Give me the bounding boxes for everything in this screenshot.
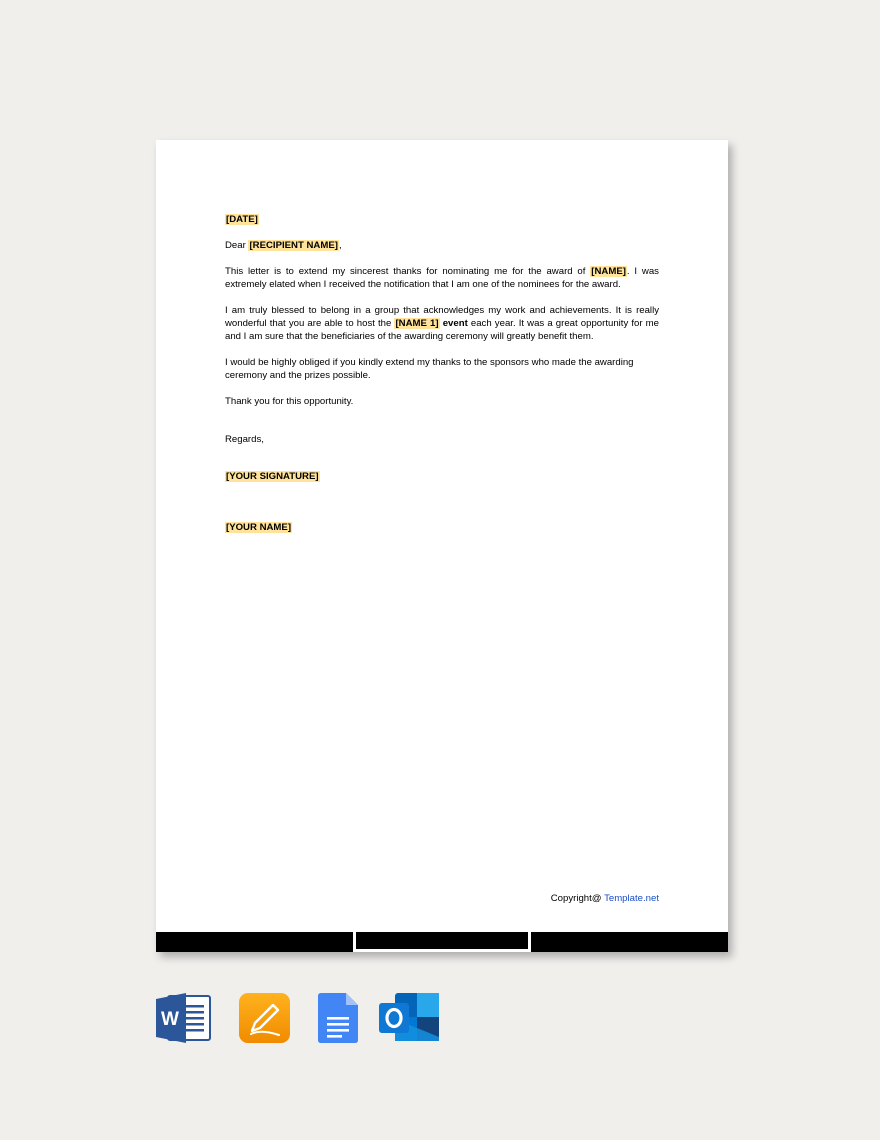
document-page	[156, 140, 728, 952]
closing-line: Regards,	[225, 434, 264, 445]
event-name-placeholder: [NAME 1]	[395, 318, 439, 329]
greeting-prefix: Dear	[225, 240, 246, 251]
name-placeholder: [YOUR NAME]	[226, 522, 292, 533]
signature-line	[225, 470, 659, 483]
letter-body	[225, 213, 659, 534]
date-line	[225, 213, 659, 226]
event-word: event	[442, 318, 468, 329]
footer-bar	[156, 932, 728, 952]
footer-mid-stripe	[356, 949, 528, 952]
greeting-line	[225, 239, 659, 252]
copyright-prefix: Copyright@	[550, 893, 602, 904]
pages-icon[interactable]	[239, 993, 290, 1043]
svg-text:W: W	[161, 1009, 179, 1030]
copyright-brand-link[interactable]: Template.net	[604, 893, 659, 904]
paragraph-1-start: This letter is to extend my sincerest thanks for nominating me for the award of	[225, 266, 586, 277]
paragraph-1-end: . I was extremely elated when I received the notification that I am one of the nominees for the award.	[225, 266, 659, 290]
paragraph-3: I would be highly obliged if you kindly extend my thanks to the sponsors who made the awarding ceremony and the prizes possible.	[225, 357, 634, 381]
paragraph-2-start: I am truly blessed to belong in a group that acknowledges my work and achievements. It is really wonderful that you are able to host the	[225, 305, 659, 329]
outlook-icon[interactable]	[379, 993, 439, 1043]
paragraph-2	[225, 304, 659, 343]
signature-placeholder: [YOUR SIGNATURE]	[226, 471, 319, 482]
paragraph-4: Thank you for this opportunity.	[225, 396, 354, 407]
greeting-suffix: ,	[338, 240, 342, 251]
name-line	[225, 521, 659, 534]
google-docs-icon[interactable]	[318, 993, 358, 1043]
paragraph-1	[225, 265, 659, 291]
copyright-notice	[551, 893, 659, 904]
footer-divider-right	[528, 932, 531, 952]
date-placeholder: [DATE]	[226, 214, 258, 225]
recipient-placeholder: [RECIPIENT NAME]	[249, 240, 338, 251]
award-name-placeholder: [NAME]	[591, 266, 626, 277]
paragraph-2-end: each year. It was a great opportunity for me and I am sure that the beneficiaries of the awarding ceremony will greatly benefit them.	[225, 318, 660, 342]
word-icon[interactable]	[156, 993, 212, 1043]
